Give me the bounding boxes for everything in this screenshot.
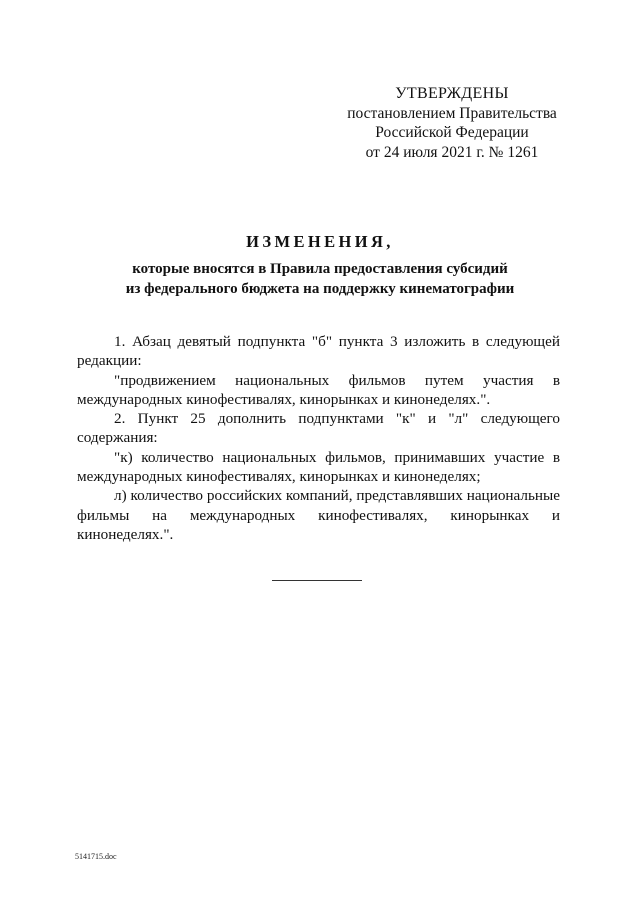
approval-block [330, 84, 574, 162]
paragraph-3: 2. Пункт 25 дополнить подпунктами "к" и "л" следующего содержания: [77, 410, 560, 447]
document-title: ИЗМЕНЕНИЯ, [246, 232, 394, 251]
paragraph-1: 1. Абзац девятый подпункта "б" пункта 3 изложить в следующей редакции: [77, 333, 560, 370]
end-divider [272, 580, 362, 581]
document-subtitle [80, 259, 560, 299]
paragraph-4: "к) количество национальных фильмов, принимавших участие в международных кинофестивалях, кинорынках и кинонеделях; [77, 448, 560, 486]
paragraph-5: л) количество российских компаний, представлявших национальные фильмы на международных кинофестивалях, кинорынках и кинонеделях.". [77, 487, 560, 543]
approval-line-1: постановлением Правительства [347, 104, 557, 122]
paragraph-2: "продвижением национальных фильмов путем участия в международных кинофестивалях, кинорынках и кинонеделях.". [77, 371, 560, 408]
approval-line-2: Российской Федерации [375, 124, 529, 141]
approval-heading: УТВЕРЖДЕНЫ [395, 85, 509, 102]
file-name-footer: 5141715.doc [75, 852, 117, 861]
document-body [77, 332, 560, 544]
approval-line-3: от 24 июля 2021 г. № 1261 [365, 143, 539, 161]
subtitle-line-2: из федерального бюджета на поддержку кинематографии [125, 281, 515, 297]
subtitle-line-1: которые вносятся в Правила предоставления субсидий [132, 261, 508, 277]
